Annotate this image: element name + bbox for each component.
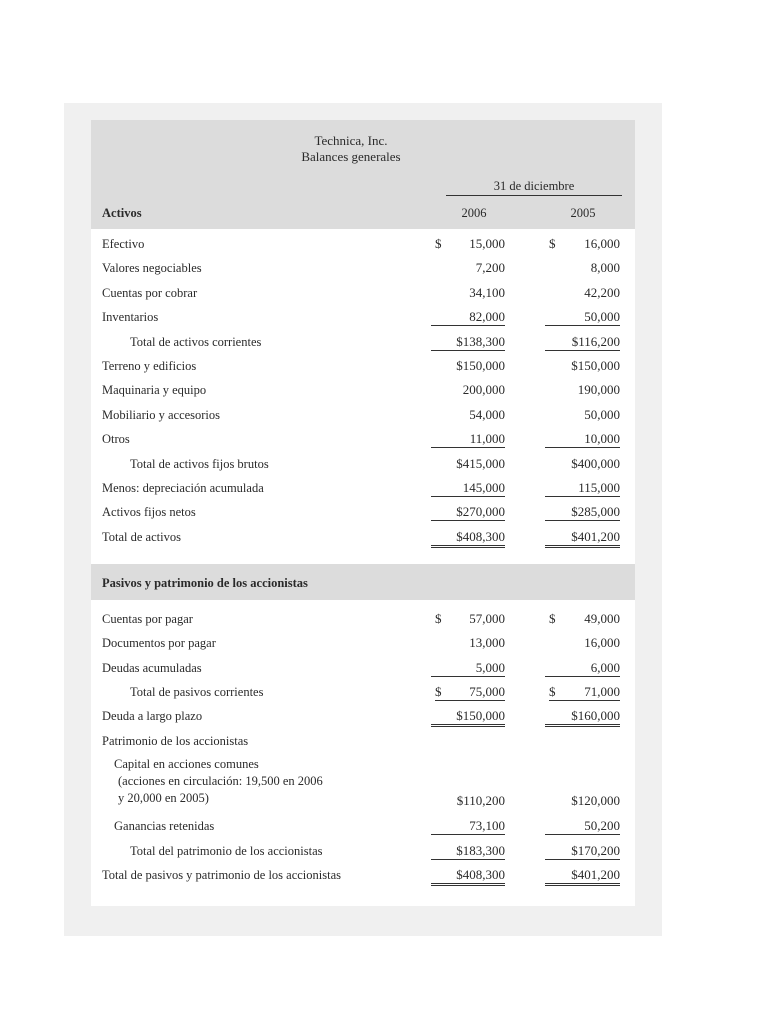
value-2005	[549, 236, 620, 252]
value-2006	[435, 611, 505, 627]
value-2005	[545, 660, 620, 677]
row-label-deuda-a-largo-plazo: Deuda a largo plazo	[102, 709, 203, 724]
amount: 34,100	[469, 284, 505, 300]
value-2005	[545, 818, 620, 835]
value-2006	[431, 309, 505, 326]
amount: 15,000	[469, 236, 505, 251]
value-2005	[545, 334, 620, 351]
value-2006	[431, 867, 505, 886]
table-row	[91, 684, 635, 702]
year-2006-header: 2006	[461, 206, 487, 220]
assets-heading: Activos	[102, 206, 142, 220]
table-row	[91, 236, 635, 254]
amount: 49,000	[584, 611, 620, 626]
value-2006	[435, 684, 505, 701]
amount: 71,000	[584, 683, 620, 699]
value-2006	[431, 260, 505, 276]
row-label-mobiliario-y-accesorios: Mobiliario y accesorios	[102, 407, 221, 422]
table-row	[91, 529, 635, 547]
dollar-sign: $	[549, 611, 556, 626]
dollar-sign: $	[549, 236, 556, 251]
value-2006	[431, 285, 505, 301]
table-row	[91, 431, 635, 449]
dollar-sign: $	[435, 611, 442, 626]
value-2005	[545, 529, 620, 548]
amount: 8,000	[590, 260, 620, 276]
amount: 42,200	[584, 284, 620, 300]
value-2006	[431, 407, 505, 423]
row-label-documentos-por-pagar: Documentos por pagar	[102, 636, 216, 651]
table-row	[91, 382, 635, 400]
statement-title: Balances generales	[301, 149, 401, 164]
value-2006	[431, 660, 505, 677]
common-stock-line-1: Capital en acciones comunes	[114, 757, 259, 771]
row-label-total-del-patrimonio-de-los-accionistas: Total del patrimonio de los accionistas	[130, 843, 323, 858]
amount: $270,000	[456, 504, 505, 520]
row-label-total-de-pasivos-y-patrimonio-de-los-accionistas: Total de pasivos y patrimonio de los accionistas	[102, 868, 342, 882]
table-row	[91, 867, 635, 885]
amount: $160,000	[571, 708, 620, 724]
row-label-total-de-activos: Total de activos	[102, 529, 181, 544]
amount: $138,300	[456, 333, 505, 349]
amount: 5,000	[475, 659, 505, 675]
value-2006	[431, 480, 505, 497]
common-stock-values	[91, 793, 635, 811]
value-2006	[435, 236, 505, 252]
value-2005	[545, 431, 620, 448]
amount: 11,000	[469, 431, 505, 447]
table-row	[91, 504, 635, 522]
amount: $285,000	[571, 504, 620, 520]
amount: $150,000	[456, 358, 505, 373]
table-row	[91, 285, 635, 303]
value-2006	[431, 382, 505, 398]
row-label-otros: Otros	[102, 432, 130, 447]
liabilities-heading: Pasivos y patrimonio de los accionistas	[102, 576, 308, 590]
table-row	[91, 611, 635, 629]
amount: 145,000	[462, 480, 505, 495]
table-row	[91, 708, 635, 726]
value-2006	[431, 504, 505, 521]
amount: 54,000	[469, 406, 505, 422]
row-label-deudas-acumuladas: Deudas acumuladas	[102, 660, 202, 675]
amount: 75,000	[469, 683, 505, 699]
value-2005	[549, 684, 620, 701]
value-2006	[431, 635, 505, 651]
row-label-total-de-activos-fijos-brutos: Total de activos fijos brutos	[130, 456, 269, 471]
amount: $150,000	[571, 358, 620, 373]
value-2005	[545, 358, 620, 374]
dollar-sign: $	[549, 683, 556, 699]
year-2005-header: 2005	[570, 206, 596, 220]
amount: $401,200	[571, 867, 620, 882]
table-row	[91, 843, 635, 861]
amount: $401,200	[571, 528, 620, 544]
table-row	[91, 407, 635, 425]
amount: 16,000	[584, 236, 620, 251]
row-label-efectivo: Efectivo	[102, 237, 145, 251]
value-2006	[431, 456, 505, 472]
row-label-cuentas-por-cobrar: Cuentas por cobrar	[102, 285, 198, 300]
value-2005	[545, 708, 620, 727]
row-label-cuentas-por-pagar: Cuentas por pagar	[102, 612, 193, 626]
row-label-total-de-activos-corrientes: Total de activos corrientes	[130, 334, 262, 349]
value-2005	[545, 456, 620, 472]
row-label-terreno-y-edificios: Terreno y edificios	[102, 359, 197, 373]
value-2005	[545, 407, 620, 423]
amount: $150,000	[456, 708, 505, 724]
amount: $408,300	[456, 528, 505, 544]
amount: 10,000	[584, 431, 620, 447]
table-row	[91, 309, 635, 327]
table-row	[91, 818, 635, 836]
amount: 50,200	[584, 818, 620, 833]
value-2005	[545, 843, 620, 860]
table-row	[91, 456, 635, 474]
row-label-maquinaria-y-equipo: Maquinaria y equipo	[102, 383, 207, 398]
value-2005	[545, 480, 620, 497]
amount: $408,300	[456, 867, 505, 882]
row-label-activos-fijos-netos: Activos fijos netos	[102, 505, 196, 520]
amount: $415,000	[456, 455, 505, 471]
value-2005	[545, 867, 620, 886]
table-row	[91, 334, 635, 352]
dollar-sign: $	[435, 236, 442, 251]
value-2005	[549, 611, 620, 627]
table-row	[91, 358, 635, 376]
value-2006	[431, 708, 505, 727]
table-row	[91, 635, 635, 653]
value-2005	[545, 635, 620, 651]
amount: 13,000	[469, 635, 505, 651]
amount: 73,100	[469, 818, 505, 833]
value-2006	[431, 358, 505, 374]
amount: 7,200	[475, 260, 505, 276]
amount: 115,000	[578, 480, 620, 495]
value-2006	[431, 431, 505, 448]
common-stock-2005: $120,000	[571, 793, 620, 808]
amount: 50,000	[584, 406, 620, 422]
common-stock-line-2: (acciones en circulación: 19,500 en 2006	[118, 774, 323, 788]
common-stock-line-3: y 20,000 en 2005)	[118, 791, 209, 805]
date-caption: 31 de diciembre	[493, 179, 575, 193]
value-2005	[545, 309, 620, 326]
amount: 200,000	[462, 382, 505, 398]
row-label-valores-negociables: Valores negociables	[102, 261, 202, 276]
row-label-patrimonio-de-los-accionistas: Patrimonio de los accionistas	[102, 733, 249, 748]
amount: 57,000	[469, 611, 505, 626]
value-2006	[431, 818, 505, 835]
amount: $170,200	[571, 842, 620, 858]
value-2005	[545, 504, 620, 521]
amount: 50,000	[584, 309, 620, 325]
date-rule	[446, 195, 622, 196]
amount: $400,000	[571, 455, 620, 471]
value-2006	[431, 843, 505, 860]
row-label-menos-depreciacion-acumulada: Menos: depreciación acumulada	[102, 481, 264, 495]
value-2005	[545, 382, 620, 398]
amount: $183,300	[456, 842, 505, 858]
amount: 190,000	[577, 382, 620, 398]
amount: 16,000	[584, 635, 620, 651]
amount: $116,200	[571, 333, 620, 349]
row-label-inventarios: Inventarios	[102, 310, 159, 325]
value-2006	[431, 334, 505, 351]
value-2005	[545, 260, 620, 276]
row-label-total-de-pasivos-corrientes: Total de pasivos corrientes	[130, 684, 264, 699]
table-row	[91, 260, 635, 278]
dollar-sign: $	[435, 683, 442, 699]
company-name: Technica, Inc.	[314, 133, 388, 148]
row-label-ganancias-retenidas: Ganancias retenidas	[114, 819, 215, 833]
table-row	[91, 660, 635, 678]
table-row	[91, 480, 635, 498]
value-2005	[545, 285, 620, 301]
balance-sheet-table	[91, 120, 635, 906]
common-stock-2006: $110,200	[456, 793, 505, 808]
amount: 82,000	[469, 309, 505, 325]
amount: 6,000	[590, 659, 620, 675]
table-row	[91, 733, 635, 751]
value-2006	[431, 529, 505, 548]
